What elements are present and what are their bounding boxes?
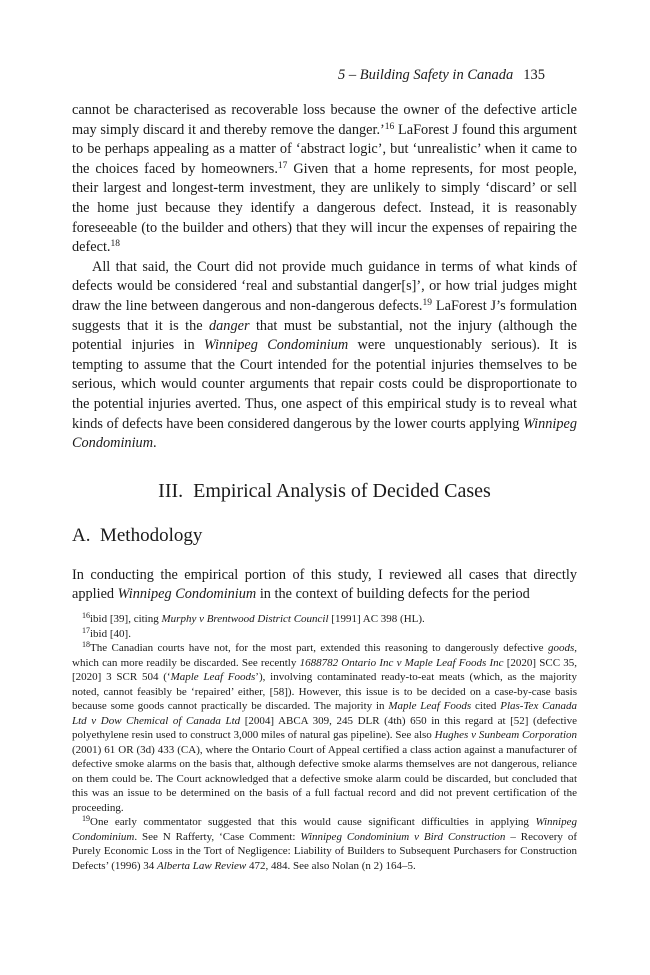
italic-run: danger xyxy=(209,317,250,334)
text-run: were unquestionably serious). It is tempting to assume that the Court intended for the potential injuries themselves to be serious, which would counter arguments that repair costs could be disproportionate to the potential injuries averted. Thus, one aspect of this empirical study is to reveal what kinds of defects have been considered dangerous by the lower courts applying xyxy=(72,337,577,432)
text-run: in the context of building defects for the period xyxy=(256,586,530,603)
footnote-17 xyxy=(72,627,577,642)
text-run: The Canadian courts have not, for the most part, extended this reasoning to dangerously defective xyxy=(90,642,548,654)
paragraph-2 xyxy=(72,258,577,454)
text-run: . See N Rafferty, ‘Case Comment: xyxy=(134,830,301,843)
footnote-mark: 19 xyxy=(82,814,90,823)
text-run: cited xyxy=(471,700,501,712)
footnote-ref-18[interactable]: 18 xyxy=(110,239,120,250)
footnote-ref-17[interactable]: 17 xyxy=(277,160,288,171)
case-name: Hughes v Sunbeam Corporation xyxy=(434,729,578,741)
case-name: Plas-Tex Canada Ltd v Dow Chemical of Canada Ltd xyxy=(72,700,577,727)
text-run: LaForest J’s formulation suggests that it is the xyxy=(72,297,577,334)
footnote-ref-16[interactable]: 16 xyxy=(384,121,395,132)
text-run: . xyxy=(153,435,157,452)
section-heading: III. Empirical Analysis of Decided Cases xyxy=(158,479,491,502)
running-title: 5 – Building Safety in Canada xyxy=(338,67,514,83)
paragraph-1 xyxy=(72,101,577,258)
italic-run: goods xyxy=(547,642,575,654)
text-run: [2004] ABCA 309, 245 DLR (4th) 650 in this regard at [52] (defective polyethylene resin used to construct 3,000 miles of natural gas pipeline). See also xyxy=(72,714,577,741)
text-run: , which can more readily be discarded. See recently xyxy=(72,642,577,669)
text-run: 472, 484. See also Nolan (n 2) 164–5. xyxy=(246,859,416,872)
main-text xyxy=(72,101,577,605)
text-run: [2020] SCC 35, [2020] 3 SCR 504 (‘ xyxy=(72,656,578,683)
text-run: In conducting the empirical portion of this study, I reviewed all cases that directly applied xyxy=(72,566,577,603)
case-name: 1688782 Ontario Inc v Maple Leaf Foods Inc xyxy=(299,656,504,669)
case-name: Winnipeg Condominium xyxy=(117,586,257,603)
text-run: Given that a home represents, for most people, their largest and longest-term investment, they are unlikely to simply ‘discard’ or sell the home just because they identify a dangerous defect. Instead, it is reasonably foreseeable (to the builder and others) that they will incur the expenses of repairing the defect. xyxy=(72,160,577,256)
footnote-mark: 18 xyxy=(82,640,90,649)
text-run: ibid [40]. xyxy=(90,627,131,640)
case-name: Maple Leaf Foods xyxy=(170,671,256,683)
case-name: Winnipeg Condominium xyxy=(72,816,577,843)
running-header xyxy=(338,67,545,84)
text-run: cannot be characterised as recoverable loss because the owner of the defective article may simply discard it and thereby remove the danger.’ xyxy=(72,102,577,138)
subsection-heading: A. Methodology xyxy=(72,524,203,546)
page-number: 135 xyxy=(523,67,545,83)
case-name: Winnipeg Condominium xyxy=(203,337,349,354)
case-name: Murphy v Brentwood District Council xyxy=(161,613,329,625)
text-run: (2001) 61 OR (3d) 433 (CA), where the Ontario Court of Appeal certified a class action against a manufacturer of defective smoke alarms on the basis that, although defective smoke alarms themselves are not dangerous, reliance on them could be. The Court acknowledged that a defective smoke alarm could be discarded, but concluded that this was an issue to be determined on the basis of a full factual record and did not prevent certification of the proceeding. xyxy=(72,743,577,814)
text-run: LaForest J found this argument to be perhaps appealing as a matter of ‘abstract logic’, but ‘unrealistic’ when it came to the choices faced by homeowners. xyxy=(72,121,578,177)
text-run: ’), involving contaminated ready-to-eat meats (which, as the majority noted, cannot feasibly be ‘repaired’ either, [58]). However, this issue is to be decided on a case-by-case basis because some goods cannot practically be discarded. The majority in xyxy=(72,671,577,712)
footnote-ref-19[interactable]: 19 xyxy=(422,297,433,308)
footnote-18 xyxy=(72,641,577,815)
footnote-mark: 16 xyxy=(82,611,90,620)
footnote-19 xyxy=(72,815,577,873)
text-run: – Recovery of Purely Economic Loss in the Tort of Negligence: Liability of Builders to Subsequent Purchasers for Construction Defects’ (1996) 34 xyxy=(72,830,577,872)
text-run: All that said, the Court did not provide much guidance in terms of what kinds of defects would be considered ‘real and substantial danger[s]’, or how trial judges might draw the line between dangerous and non-dangerous defects. xyxy=(72,258,577,314)
text-run: ibid [39], citing xyxy=(90,613,162,625)
case-name: Winnipeg Condominium v Bird Construction xyxy=(300,830,506,843)
text-run: One early commentator suggested that this would cause significant difficulties in applying xyxy=(90,816,536,828)
footnotes xyxy=(72,612,577,873)
case-name: Winnipeg Condominium xyxy=(72,415,577,452)
footnote-16 xyxy=(72,612,577,627)
paragraph-3 xyxy=(72,566,577,605)
case-name: Maple Leaf Foods xyxy=(388,700,472,712)
footnote-mark: 17 xyxy=(82,625,90,635)
text-run: that must be substantial, not the injury (although the potential injuries in xyxy=(72,317,577,354)
journal-name: Alberta Law Review xyxy=(157,859,247,872)
text-run: [1991] AC 398 (HL). xyxy=(328,613,425,625)
